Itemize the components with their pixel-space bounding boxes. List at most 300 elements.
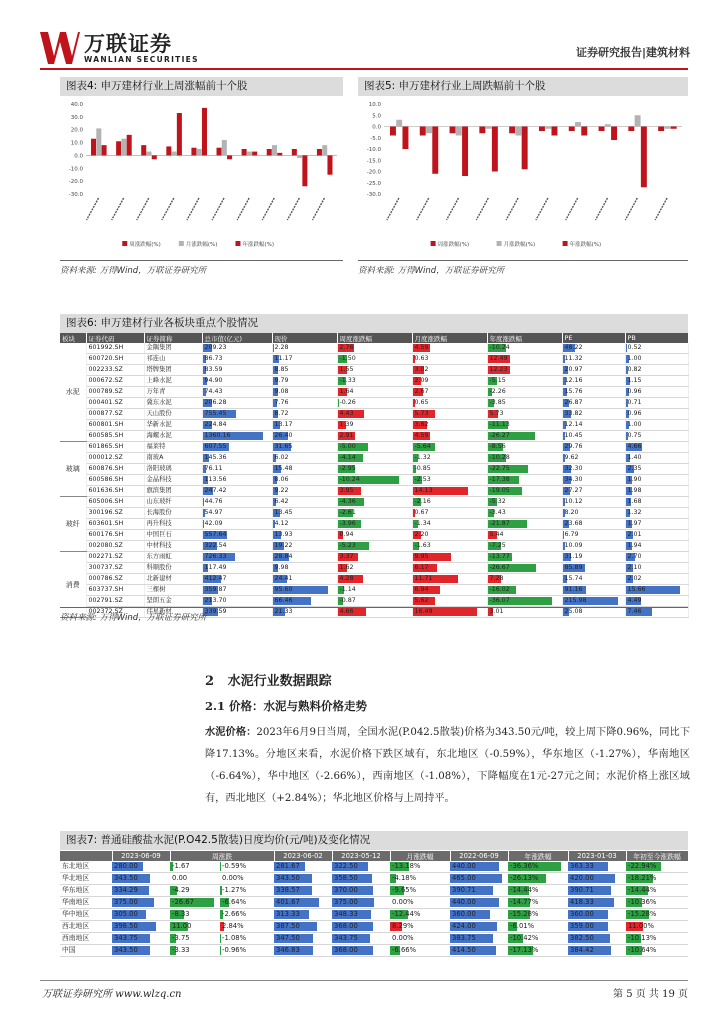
table-cell: 1.39 <box>337 420 412 431</box>
header-divider <box>40 68 688 70</box>
table-cell: 西北地区 <box>60 921 112 933</box>
table-cell: 华东地区 <box>60 885 112 897</box>
table-cell: 95.60 <box>272 585 337 596</box>
table-cell: 8.20 <box>562 508 625 519</box>
table-cell: 002372.SZ <box>86 607 144 618</box>
table-cell: 76.11 <box>202 464 272 475</box>
column-header: PE <box>562 333 625 343</box>
table-cell: 2.02 <box>625 574 688 585</box>
table-cell: 三棵树 <box>144 585 202 596</box>
x-category-label <box>287 198 299 220</box>
table-cell: 0.00% <box>220 873 274 885</box>
table-cell: -2.53 <box>412 475 487 486</box>
fig4-title: 图表4: 申万建材行业上周涨幅前十个股 <box>60 77 343 96</box>
table-cell: -5.23 <box>337 541 412 552</box>
y-tick-label: -30.0 <box>366 192 381 198</box>
table-cell: 600801.SH <box>86 420 144 431</box>
table-row <box>60 885 688 897</box>
table-cell: 坚朗五金 <box>144 596 202 607</box>
table-cell: 281.67 <box>274 861 332 873</box>
table-cell: 13.17 <box>272 420 337 431</box>
table-row <box>60 398 688 409</box>
table-cell: 1.00 <box>625 420 688 431</box>
table-cell: 5.73 <box>412 409 487 420</box>
table-cell: -6.66% <box>390 945 450 957</box>
y-tick-label: -5.0 <box>370 135 381 142</box>
table-cell: 600720.SH <box>86 354 144 365</box>
y-tick-label: -25.0 <box>366 180 381 187</box>
table-cell: 418.33 <box>568 897 626 909</box>
x-category-label <box>506 198 518 220</box>
table-cell: 10.12 <box>562 497 625 508</box>
y-tick-label: -20.0 <box>68 179 83 186</box>
table-cell: -10.36% <box>626 897 688 909</box>
subsection-heading <box>205 698 367 714</box>
column-header: 年涨跌幅 <box>508 851 568 861</box>
table-cell: 华新水泥 <box>144 420 202 431</box>
table-cell: 424.00 <box>450 921 508 933</box>
table-cell: 13.93 <box>272 530 337 541</box>
x-category-label <box>187 198 199 220</box>
bar-month <box>297 155 302 158</box>
table-cell: 7.76 <box>272 398 337 409</box>
table-cell: 414.50 <box>450 945 508 957</box>
table-cell: -0.59% <box>220 861 274 873</box>
bar-week <box>658 127 664 132</box>
table-row <box>60 464 688 475</box>
y-tick-label: -15.0 <box>366 158 381 165</box>
page-number: 第 5 页 共 19 页 <box>613 989 688 1000</box>
fig5-source: 资料来源: 万得Wind，万联证券研究所 <box>358 260 688 274</box>
table-row <box>60 596 688 607</box>
table-cell: 中国巨石 <box>144 530 202 541</box>
column-header: 2023-06-02 <box>274 851 332 861</box>
table-cell: 24.41 <box>272 574 337 585</box>
table-cell: -22.94% <box>626 861 688 873</box>
table-cell: 31.19 <box>562 552 625 563</box>
table-cell: 伟星新材 <box>144 607 202 618</box>
table-cell: 601865.SH <box>86 442 144 453</box>
legend-label: 周涨跌幅(%) <box>437 242 470 248</box>
table-row <box>60 453 688 464</box>
table-cell: -15.28% <box>626 909 688 921</box>
table-cell: -21.87 <box>487 519 562 530</box>
table-cell: 206.28 <box>202 398 272 409</box>
bar-month <box>146 152 151 156</box>
table-cell: -6.64% <box>220 897 274 909</box>
table-cell: 440.00 <box>450 897 508 909</box>
table-cell: -5.00 <box>337 442 412 453</box>
table-cell: 91.16 <box>562 585 625 596</box>
table-cell: 412.47 <box>202 574 272 585</box>
bar-month <box>486 127 492 129</box>
bar-week <box>317 149 322 155</box>
table-row <box>60 933 688 945</box>
table-cell: -1.32 <box>412 453 487 464</box>
column-header: 板块 <box>60 333 86 343</box>
table-cell: -2.61 <box>337 508 412 519</box>
table-cell: 2.84% <box>220 921 274 933</box>
table-cell: 600176.SH <box>86 530 144 541</box>
table-cell: 华中地区 <box>60 909 112 921</box>
table-cell: 600585.SH <box>86 431 144 442</box>
section-title: 水泥行业数据跟踪 <box>227 674 332 689</box>
table-cell: 401.67 <box>274 897 332 909</box>
table-cell: -11.13 <box>487 420 562 431</box>
table-cell: 6.17 <box>412 563 487 574</box>
table-cell: 0.00% <box>390 933 450 945</box>
table-cell: 338.57 <box>274 885 332 897</box>
table-cell: 343.50 <box>112 873 170 885</box>
table-cell: 0.63 <box>412 354 487 365</box>
table-cell: 3.01 <box>487 607 562 618</box>
table-cell: -8.56 <box>487 442 562 453</box>
table-row <box>60 387 688 398</box>
table-row <box>60 897 688 909</box>
x-category-label <box>536 198 548 220</box>
table-cell: 113.56 <box>202 475 272 486</box>
bar-month <box>605 124 611 126</box>
data-bar <box>338 399 340 407</box>
table-cell: 343.50 <box>274 873 332 885</box>
logo-text: 万联证券 <box>84 32 172 56</box>
table-cell: 34.30 <box>562 475 625 486</box>
y-tick-label: 10.0 <box>70 140 83 147</box>
table-cell: -10.24 <box>337 475 412 486</box>
table-cell: -0.96% <box>220 945 274 957</box>
bar-month <box>247 152 252 156</box>
bar-year <box>252 152 257 156</box>
table-cell: 3.95 <box>337 486 412 497</box>
table-cell: 金隅集团 <box>144 343 202 354</box>
table-cell: 343.75 <box>112 933 170 945</box>
table-cell: -0.26 <box>337 398 412 409</box>
table-cell: -1.67 <box>170 861 220 873</box>
table-cell: 5.73 <box>487 409 562 420</box>
table-row <box>60 563 688 574</box>
table-cell: 海螺水泥 <box>144 431 202 442</box>
table-cell: -36.07 <box>487 596 562 607</box>
table-cell: 322.54 <box>202 541 272 552</box>
table-cell: 0.96 <box>625 409 688 420</box>
table-cell: -17.13% <box>508 945 568 957</box>
table-cell: 天山股份 <box>144 409 202 420</box>
bar-year <box>102 145 107 155</box>
legend-label: 月涨跌幅(%) <box>185 242 218 248</box>
table-cell: -19.05 <box>487 486 562 497</box>
column-header: 2023-05-12 <box>332 851 390 861</box>
table-cell: 0.71 <box>625 398 688 409</box>
table-cell: -4.14 <box>337 453 412 464</box>
bar-year <box>492 127 498 172</box>
table-cell: 313.33 <box>274 909 332 921</box>
table-cell: 1.55 <box>337 365 412 376</box>
table-cell: 9.22 <box>272 486 337 497</box>
table-cell: 19.22 <box>272 541 337 552</box>
table-cell: 600586.SH <box>86 475 144 486</box>
column-header: 周度涨跌幅 <box>337 333 412 343</box>
table-cell: 358.50 <box>332 873 390 885</box>
table-cell: 2.70 <box>625 552 688 563</box>
table-cell: 东北地区 <box>60 861 112 873</box>
bar-week <box>166 146 171 155</box>
table-cell: 359.00 <box>568 921 626 933</box>
table-cell: 002791.SZ <box>86 596 144 607</box>
bar-year <box>327 155 332 174</box>
bar-week <box>509 127 515 134</box>
table-cell: -13.77 <box>487 552 562 563</box>
table-cell: 603601.SH <box>86 519 144 530</box>
section-number: 2 <box>205 674 215 689</box>
table-cell: 5.62 <box>412 596 487 607</box>
table-cell: 48.22 <box>562 343 625 354</box>
table-cell: 000401.SZ <box>86 398 144 409</box>
table-cell: 4.49 <box>625 596 688 607</box>
bar-month <box>396 120 402 127</box>
table-cell: 557.64 <box>202 530 272 541</box>
x-category-label <box>596 198 608 220</box>
table-cell: 12.16 <box>562 376 625 387</box>
table-cell: 6.42 <box>272 497 337 508</box>
table-cell: 4.59 <box>412 431 487 442</box>
table-cell: 368.00 <box>332 921 390 933</box>
table-cell: 23.68 <box>562 519 625 530</box>
column-header: 证券简称 <box>144 333 202 343</box>
table-cell: 12.49 <box>487 354 562 365</box>
table-cell: 4.59 <box>412 343 487 354</box>
table-cell: 0.67 <box>412 508 487 519</box>
table-cell: 2.09 <box>412 376 487 387</box>
table-cell: -14.44% <box>508 885 568 897</box>
legend-swatch <box>497 241 502 246</box>
column-header: 2022-06-09 <box>450 851 508 861</box>
bar-week <box>242 149 247 155</box>
x-category-label <box>112 198 124 220</box>
table-cell: 塔牌集团 <box>144 365 202 376</box>
table-cell: 0.96 <box>625 387 688 398</box>
y-tick-label: 30.0 <box>70 114 83 121</box>
table-row <box>60 921 688 933</box>
table-row <box>60 409 688 420</box>
table-cell: 2.10 <box>625 563 688 574</box>
table-cell: 26.87 <box>562 398 625 409</box>
table-row <box>60 365 688 376</box>
fig5-chart <box>358 98 688 258</box>
table-cell: 305.00 <box>112 909 170 921</box>
bar-month <box>664 127 670 129</box>
bar-week <box>569 127 575 132</box>
bar-year <box>611 127 617 141</box>
legend-swatch <box>235 241 240 246</box>
table-cell: 8.06 <box>272 475 337 486</box>
table-cell: 1.94 <box>625 541 688 552</box>
table-cell: 14.13 <box>412 486 487 497</box>
table-cell: -0.85 <box>412 464 487 475</box>
table-cell: 42.09 <box>202 519 272 530</box>
table-cell: 29.76 <box>562 442 625 453</box>
bar-month <box>322 145 327 155</box>
stock-table <box>60 333 689 618</box>
column-header: 2023-06-09 <box>112 851 170 861</box>
table-cell: 398.50 <box>112 921 170 933</box>
column-header: 总市值(亿元) <box>202 333 272 343</box>
table-cell: 11.32 <box>562 354 625 365</box>
bar-week <box>292 149 297 155</box>
table-cell: -10.24 <box>487 343 562 354</box>
table-cell: 605006.SH <box>86 497 144 508</box>
table-cell: 15.66 <box>625 585 688 596</box>
table-cell: 北新建材 <box>144 574 202 585</box>
table-cell: 440.00 <box>450 861 508 873</box>
subsection-title: 价格：水泥与熟料价格走势 <box>229 699 368 713</box>
table-cell: 755.45 <box>202 409 272 420</box>
table-cell: 再升科技 <box>144 519 202 530</box>
table-cell: 0.75 <box>625 431 688 442</box>
x-category-label <box>262 198 274 220</box>
table-cell: -1.63 <box>412 541 487 552</box>
table-cell: 375.00 <box>112 897 170 909</box>
table-cell: 2.35 <box>625 464 688 475</box>
legend-label: 周涨跌幅(%) <box>129 242 161 248</box>
legend-swatch <box>431 241 436 246</box>
table-cell: 343.75 <box>332 933 390 945</box>
table-cell: -26.67 <box>487 563 562 574</box>
table-cell: 8.72 <box>272 409 337 420</box>
x-category-label <box>447 198 459 220</box>
table-cell: 10.45 <box>562 431 625 442</box>
table-cell: -10.28 <box>487 453 562 464</box>
sector-label: 消费 <box>60 552 86 618</box>
table-cell: 74.43 <box>202 387 272 398</box>
bar-year <box>522 127 528 170</box>
table-cell: -1.08% <box>220 933 274 945</box>
table-cell: -36.36% <box>508 861 568 873</box>
column-header: 年度涨跌幅 <box>487 333 562 343</box>
fig4-source: 资料来源: 万得Wind，万联证券研究所 <box>60 260 343 274</box>
table-cell: 382.50 <box>568 933 626 945</box>
table-cell: -6.01% <box>508 921 568 933</box>
table-cell: 福莱特 <box>144 442 202 453</box>
table-cell: -10.64% <box>626 945 688 957</box>
column-header: 周涨跌 <box>170 851 274 861</box>
table-row <box>60 585 688 596</box>
table-cell: 600876.SH <box>86 464 144 475</box>
y-tick-label: 40.0 <box>70 102 83 108</box>
table-row <box>60 873 688 885</box>
table-cell: 9.08 <box>272 387 337 398</box>
x-category-label <box>87 198 99 220</box>
table-cell: 中材科技 <box>144 541 202 552</box>
table-cell: 66.46 <box>272 596 337 607</box>
column-header: 2023-01-03 <box>568 851 626 861</box>
table-cell: 6.94 <box>412 585 487 596</box>
bar-week <box>390 127 396 136</box>
table-cell: 4.43 <box>337 409 412 420</box>
table-cell: 000012.SZ <box>86 453 144 464</box>
table-cell: 375.00 <box>332 897 390 909</box>
table-cell: 1.97 <box>625 519 688 530</box>
column-header: 年初至今涨跌幅 <box>626 851 688 861</box>
table-cell: 32.30 <box>562 464 625 475</box>
cement-price-table <box>60 851 689 957</box>
column-header: 证券代码 <box>86 333 144 343</box>
footer-divider <box>40 980 688 981</box>
table-cell: 0.82 <box>625 365 688 376</box>
table-cell: 1.32 <box>625 508 688 519</box>
page-header <box>40 26 690 70</box>
table-cell: 7.28 <box>487 574 562 585</box>
table-cell: -15.28% <box>508 909 568 921</box>
table-row <box>60 442 688 453</box>
table-cell: 000672.SZ <box>86 376 144 387</box>
table-cell: 10.09 <box>562 541 625 552</box>
table-cell: -13.18% <box>390 861 450 873</box>
table-cell: 9.95 <box>412 552 487 563</box>
table-cell: 726.33 <box>202 552 272 563</box>
table-row <box>60 420 688 431</box>
table-cell: -22.75 <box>487 464 562 475</box>
paragraph-lead: 水泥价格： <box>205 726 257 738</box>
table-cell: -16.02 <box>487 585 562 596</box>
bar-week <box>479 127 485 134</box>
bar-month <box>197 149 202 155</box>
table-row <box>60 497 688 508</box>
table-cell: 334.29 <box>112 885 170 897</box>
table-cell: 86.73 <box>202 354 272 365</box>
table-cell: 209.23 <box>202 343 272 354</box>
table-cell: 6.02 <box>272 453 337 464</box>
subsection-number: 2.1 <box>205 699 226 713</box>
table-cell: 20.97 <box>562 365 625 376</box>
table-cell: 9.98 <box>272 563 337 574</box>
table-cell: 2.76 <box>337 343 412 354</box>
table-cell: 000877.SZ <box>86 409 144 420</box>
bar-week <box>191 148 196 156</box>
table-cell: 300737.SZ <box>86 563 144 574</box>
table-cell: 华南地区 <box>60 897 112 909</box>
bar-year <box>551 127 557 136</box>
legend-label: 年涨跌幅(%) <box>569 242 602 248</box>
table-cell: 祁连山 <box>144 354 202 365</box>
table-cell: 000786.SZ <box>86 574 144 585</box>
table-cell: -2.26 <box>487 387 562 398</box>
table-cell: 11.00 <box>170 921 220 933</box>
table-cell: 002233.SZ <box>86 365 144 376</box>
table-cell: -14.44% <box>626 885 688 897</box>
table-cell: 368.00 <box>332 945 390 957</box>
table-cell: 6.79 <box>562 530 625 541</box>
table-cell: -1.14 <box>337 585 412 596</box>
table-cell: -4.36 <box>337 497 412 508</box>
table-row <box>60 861 688 873</box>
bar-year <box>432 127 438 174</box>
column-header: 现价 <box>272 333 337 343</box>
table-row <box>60 945 688 957</box>
y-tick-label: -10.0 <box>68 166 83 173</box>
table-cell: 360.00 <box>568 909 626 921</box>
table-cell: 8.85 <box>272 365 337 376</box>
table-row <box>60 354 688 365</box>
table-cell: -1.33 <box>337 376 412 387</box>
table-cell: 11.17 <box>272 354 337 365</box>
y-tick-label: -20.0 <box>366 169 381 176</box>
fig6-source: 资料来源: 万得Wind，万联证券研究所 <box>60 607 688 621</box>
table-cell: 343.50 <box>112 945 170 957</box>
y-tick-label: 0.0 <box>74 153 83 160</box>
table-cell: -26.27 <box>487 431 562 442</box>
table-cell: -17.38 <box>487 475 562 486</box>
table-cell: 348.33 <box>332 909 390 921</box>
